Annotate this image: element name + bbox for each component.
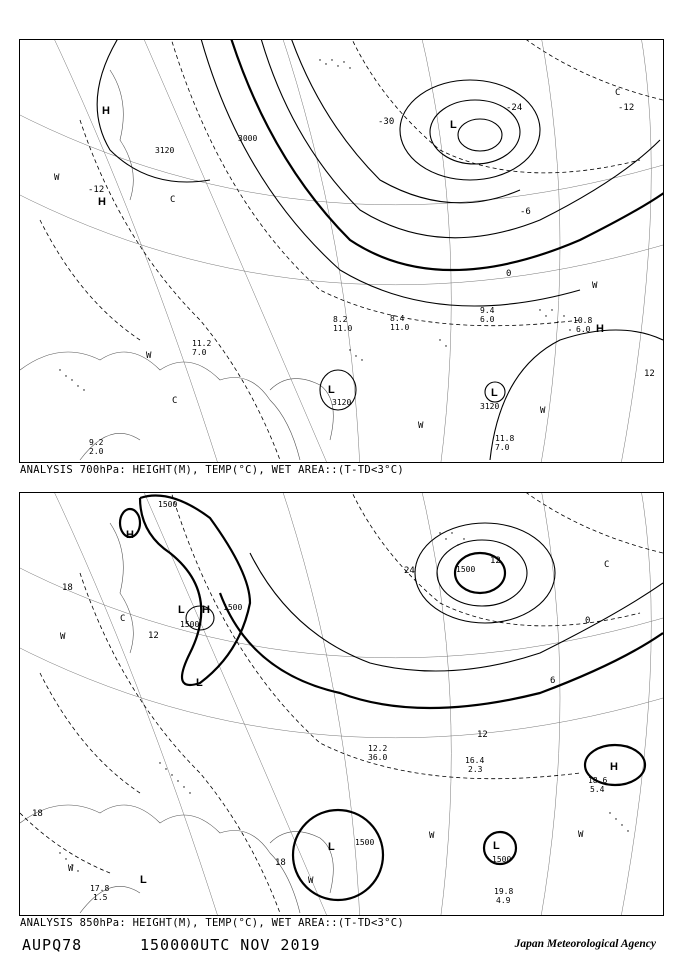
station-dewpoint: 7.0 <box>495 443 510 452</box>
low-pressure-center: L <box>140 874 147 886</box>
station-temp: 8.2 <box>333 315 348 324</box>
station-temp: 11.8 <box>495 434 515 443</box>
panel-caption-850hpa: ANALYSIS 850hPa: HEIGHT(M), TEMP(°C), WET AREA::(T-TD<3°C) <box>20 917 405 929</box>
station-dewpoint: 36.0 <box>368 753 388 762</box>
warm-mark: W <box>54 173 60 183</box>
height-contours <box>97 40 663 460</box>
station-dewpoint: 7.0 <box>192 348 207 357</box>
station-dewpoint: 5.4 <box>590 785 605 794</box>
isotherms <box>20 493 663 913</box>
isotherm-label: 12 <box>490 556 501 566</box>
cold-mark: C <box>170 195 176 205</box>
station-dewpoint: 6.0 <box>480 315 495 324</box>
isotherms <box>40 40 663 460</box>
isotherm-label: 0 <box>585 616 591 626</box>
high-pressure-center: H <box>98 196 106 208</box>
valid-time: 150000UTC NOV 2019 <box>140 936 321 954</box>
station-temp: 10.8 <box>573 316 593 325</box>
isotherm-label: 12 <box>148 631 159 641</box>
station-temp: 12.2 <box>368 744 388 753</box>
station-dewpoint: 2.3 <box>468 765 483 774</box>
station-dewpoint: 2.0 <box>89 447 104 456</box>
isotherm-label: 12 <box>644 369 655 379</box>
low-pressure-center: L <box>491 387 498 399</box>
warm-mark: W <box>68 864 74 874</box>
station-temp: 16.4 <box>465 756 485 765</box>
coastlines <box>20 523 333 913</box>
low-pressure-center: L <box>328 384 335 396</box>
wet-area <box>59 532 628 871</box>
warm-mark: W <box>308 876 314 886</box>
station-dewpoint: 1.5 <box>93 893 108 902</box>
high-pressure-center: H <box>596 323 604 335</box>
low-pressure-center: L <box>450 119 457 131</box>
contour-label: 1500 <box>180 620 200 629</box>
warm-mark: W <box>418 421 424 431</box>
high-pressure-center: H <box>102 105 110 117</box>
isotherm-label: -12 <box>618 103 635 113</box>
station-dewpoint: 6.0 <box>576 325 591 334</box>
station-temp: 19.8 <box>494 887 514 896</box>
map-panel-850hpa <box>19 492 664 916</box>
isotherm-label: -30 <box>378 117 395 127</box>
isotherm-label: 0 <box>506 269 512 279</box>
contour-label: 3120 <box>155 146 175 155</box>
high-pressure-center: H <box>610 761 618 773</box>
map-850hpa-svg <box>20 493 663 915</box>
station-dewpoint: 4.9 <box>496 896 511 905</box>
warm-mark: W <box>592 281 598 291</box>
isotherm-label: 24 <box>404 566 415 576</box>
station-temp: 17.8 <box>90 884 110 893</box>
warm-mark: W <box>429 831 435 841</box>
graticule <box>20 493 663 915</box>
contour-label: 1500 <box>223 603 243 612</box>
contour-label: 1500 <box>158 500 178 509</box>
station-temp: 9.4 <box>480 306 495 315</box>
cold-mark: C <box>172 396 178 406</box>
contour-label: 1500 <box>355 838 375 847</box>
cold-mark: C <box>120 614 126 624</box>
station-dewpoint: 11.0 <box>390 323 410 332</box>
low-pressure-center: L <box>196 677 203 689</box>
map-700hpa-svg <box>20 40 663 462</box>
isotherm-label: -24 <box>506 103 523 113</box>
station-dewpoint: 11.0 <box>333 324 353 333</box>
isotherm-label: 6 <box>550 676 556 686</box>
low-pressure-center: L <box>328 841 335 853</box>
agency-credit: Japan Meteorological Agency <box>514 938 656 950</box>
chart-code: AUPQ78 <box>22 936 83 954</box>
isotherm-label: -12 <box>88 185 105 195</box>
high-pressure-center: H <box>202 604 210 616</box>
warm-mark: W <box>60 632 66 642</box>
warm-mark: W <box>540 406 546 416</box>
contour-label: 3120 <box>332 398 352 407</box>
isotherm-label: 18 <box>275 858 286 868</box>
contour-label: 1500 <box>492 855 512 864</box>
contour-label: 3120 <box>480 402 500 411</box>
cold-mark: C <box>615 88 621 98</box>
warm-mark: W <box>578 830 584 840</box>
station-temp: 9.2 <box>89 438 104 447</box>
isotherm-label: -6 <box>520 207 531 217</box>
panel-caption-700hpa: ANALYSIS 700hPa: HEIGHT(M), TEMP(°C), WET AREA::(T-TD<3°C) <box>20 464 405 476</box>
high-pressure-center: H <box>126 529 134 541</box>
wet-area <box>59 59 570 390</box>
warm-mark: W <box>146 351 152 361</box>
station-temp: 18.6 <box>588 776 608 785</box>
low-pressure-center: L <box>178 604 185 616</box>
low-pressure-center: L <box>493 840 500 852</box>
cold-mark: C <box>604 560 610 570</box>
contour-label: 3000 <box>238 134 258 143</box>
station-temp: 8.4 <box>390 314 405 323</box>
map-panel-700hpa <box>19 39 664 463</box>
isotherm-label: 18 <box>62 583 73 593</box>
isotherm-label: 12 <box>477 730 488 740</box>
station-temp: 11.2 <box>192 339 212 348</box>
contour-label: 1500 <box>456 565 476 574</box>
isotherm-label: 18 <box>32 809 43 819</box>
